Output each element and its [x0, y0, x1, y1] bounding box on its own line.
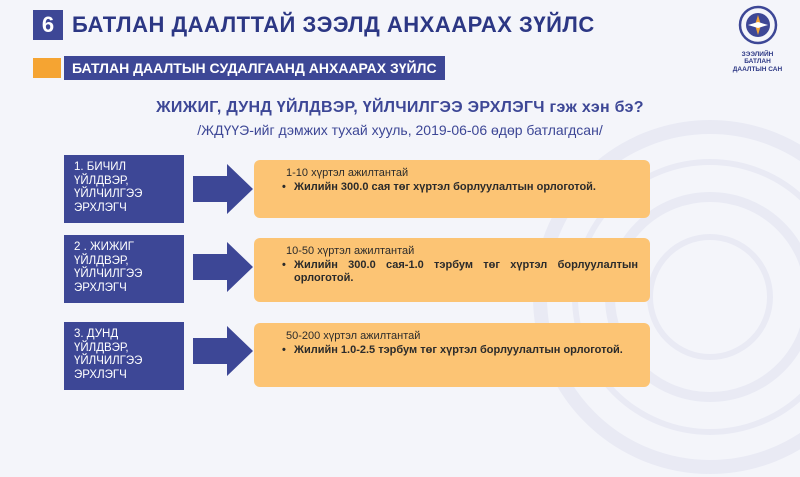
section-number: 6 [33, 10, 63, 40]
employee-range: 1-10 хүртэл ажилтантай [286, 167, 409, 179]
employee-range: 50-200 хүртэл ажилтантай [286, 330, 421, 342]
logo-text-bottom: ДААЛТЫН САН [732, 66, 783, 73]
info-box-small [254, 238, 650, 302]
category-box-medium: 3. ДУНД ҮЙЛДВЭР, ҮЙЛЧИЛГЭЭ ЭРХЛЭГЧ [64, 322, 184, 390]
subheader-banner: БАТЛАН ДААЛТЫН СУДАЛГААНД АНХААРАХ ЗҮЙЛС [64, 56, 445, 80]
logo-emblem-icon [738, 5, 778, 45]
info-box-micro [254, 160, 650, 218]
category-box-micro: 1. БИЧИЛ ҮЙЛДВЭР, ҮЙЛЧИЛГЭЭ ЭРХЛЭГЧ [64, 155, 184, 223]
revenue-range: • Жилийн 300.0 сая-1.0 тэрбум төг хүртэл борлуулалтын орлоготой. [282, 259, 638, 285]
revenue-range: • Жилийн 300.0 сая төг хүртэл борлуулалтын орлоготой. [282, 181, 638, 194]
law-reference: /ЖДҮҮЭ-ийг дэмжих тухай хууль, 2019-06-06 өдөр батлагдсан/ [197, 122, 603, 138]
info-box-medium [254, 323, 650, 387]
arrow-right-icon [191, 240, 255, 294]
logo [730, 5, 785, 73]
page-title: БАТЛАН ДААЛТТАЙ ЗЭЭЛД АНХААРАХ ЗҮЙЛС [72, 12, 595, 37]
revenue-range: • Жилийн 1.0-2.5 тэрбум төг хүртэл борлуулалтын орлоготой. [282, 344, 638, 357]
arrow-right-icon [191, 162, 255, 216]
category-box-small: 2 . ЖИЖИГ ҮЙЛДВЭР, ҮЙЛЧИЛГЭЭ ЭРХЛЭГЧ [64, 235, 184, 303]
employee-range: 10-50 хүртэл ажилтантай [286, 245, 415, 257]
arrow-right-icon [191, 324, 255, 378]
accent-square [33, 58, 61, 78]
logo-text-top: ЗЭЭЛИЙН БАТЛАН [741, 51, 774, 65]
question-heading: ЖИЖИГ, ДУНД ҮЙЛДВЭР, ҮЙЛЧИЛГЭЭ ЭРХЛЭГЧ гэж хэн бэ? [156, 99, 644, 116]
